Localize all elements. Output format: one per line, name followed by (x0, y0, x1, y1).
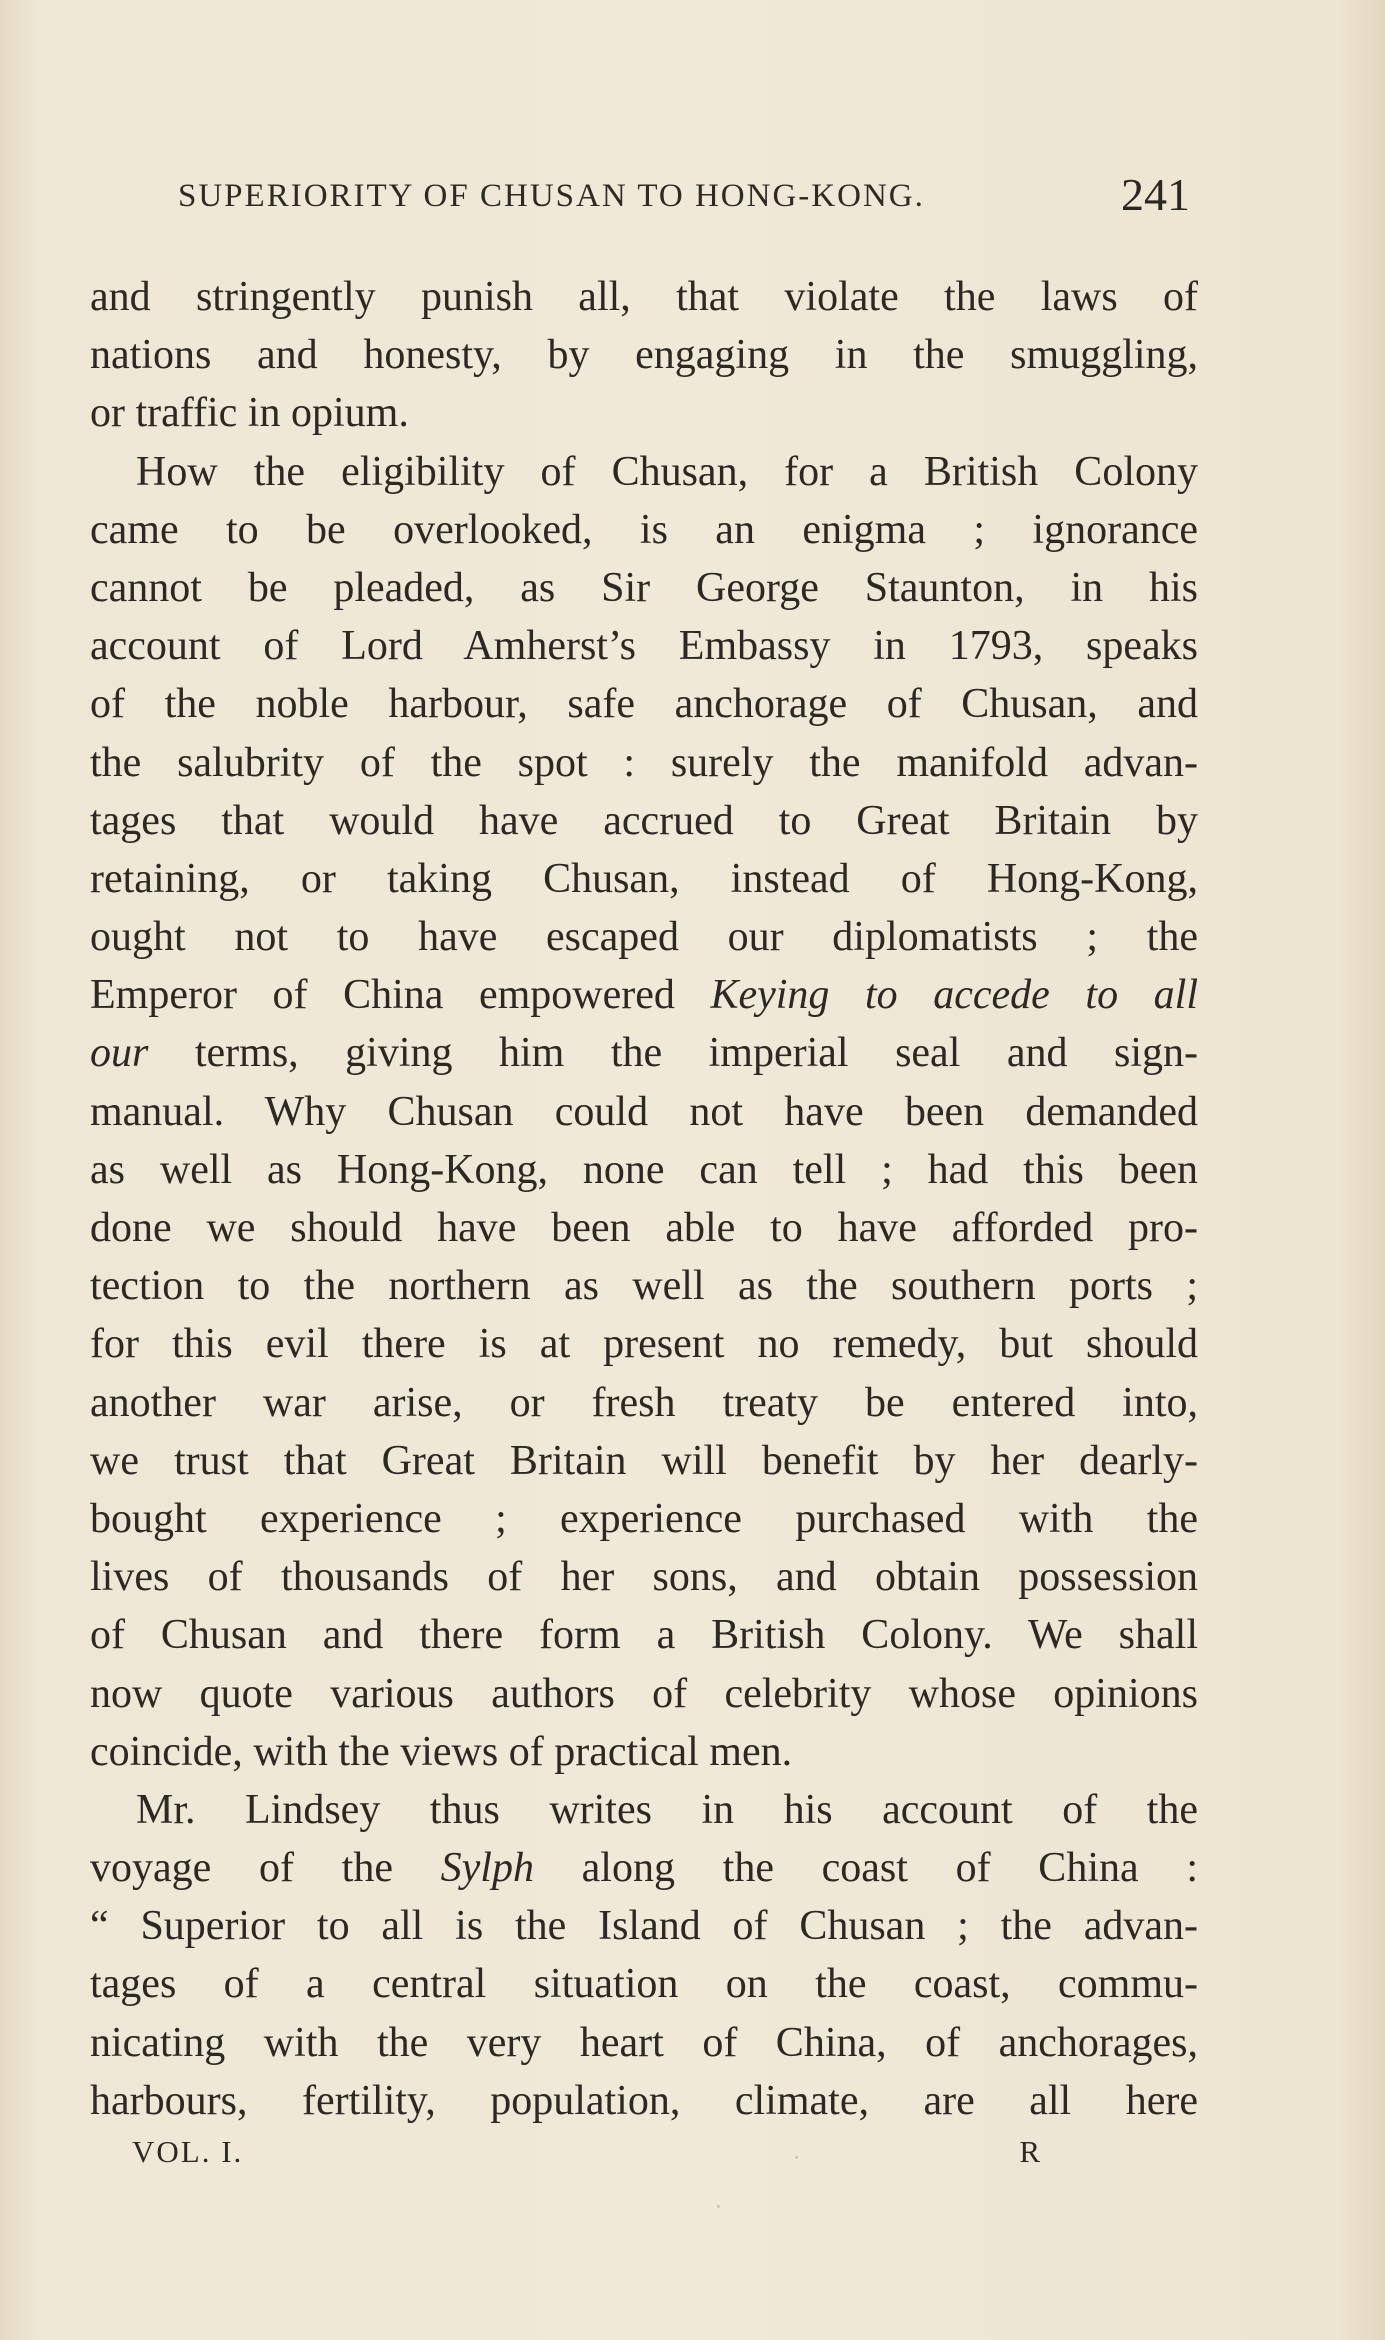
text-line: came to be overlooked, is an enigma ; ignorance (90, 506, 1198, 553)
italic-text: Sylph (440, 1845, 534, 1892)
text-line: manual. Why Chusan could not have been demanded (90, 1088, 1198, 1135)
text-segment: along the coast of China : (533, 1845, 1198, 1892)
volume-marker: VOL. I. (132, 2134, 244, 2169)
text-line (90, 1839, 1198, 1897)
text-line: Mr. Lindsey thus writes in his account of the (136, 1786, 1198, 1833)
page-footer (132, 2134, 1042, 2184)
paper-speck (717, 2205, 720, 2208)
text-line: retaining, or taking Chusan, instead of Hong-Kong, (90, 855, 1198, 902)
text-line: as well as Hong-Kong, none can tell ; had this been (90, 1146, 1198, 1193)
text-line: bought experience ; experience purchased with the (90, 1495, 1198, 1542)
text-line: account of Lord Amherst’s Embassy in 1793, speaks (90, 623, 1198, 670)
text-line: nicating with the very heart of China, of anchorages, (90, 2019, 1198, 2066)
text-line: lives of thousands of her sons, and obtain possession (90, 1554, 1198, 1601)
paper-speck (795, 2156, 798, 2159)
text-line: of the noble harbour, safe anchorage of Chusan, and (90, 681, 1198, 728)
text-segment: Emperor of China empowered (90, 972, 711, 1019)
text-line: “ Superior to all is the Island of Chusan ; the advan- (90, 1903, 1198, 1950)
body-text (90, 268, 1198, 2130)
text-line: tection to the northern as well as the southern ports ; (90, 1263, 1198, 1310)
text-line: ought not to have escaped our diplomatists ; the (90, 914, 1198, 961)
text-line: nations and honesty, by engaging in the smuggling, (90, 332, 1198, 379)
text-line: tages of a central situation on the coast, commu- (90, 1961, 1198, 2008)
running-head (178, 168, 1190, 228)
text-line: or traffic in opium. (90, 390, 409, 437)
text-segment: voyage of the (90, 1845, 441, 1892)
text-line: now quote various authors of celebrity whose opinions (90, 1670, 1198, 1717)
page-number: 241 (1121, 169, 1190, 220)
italic-text: our (90, 1030, 149, 1077)
signature-mark: R (1019, 2134, 1042, 2169)
text-line: of Chusan and there form a British Colony. We shall (90, 1612, 1198, 1659)
text-line: cannot be pleaded, as Sir George Staunton, in his (90, 564, 1198, 611)
text-segment: terms, giving him the imperial seal and sign- (148, 1030, 1198, 1077)
text-line (90, 1024, 1198, 1082)
italic-text: Keying to accede to all (710, 972, 1198, 1019)
text-line: How the eligibility of Chusan, for a British Colony (136, 448, 1198, 495)
text-line: the salubrity of the spot : surely the manifold advan- (90, 739, 1198, 786)
text-line: harbours, fertility, population, climate, are all here (90, 2077, 1198, 2124)
text-line (90, 966, 1198, 1024)
text-line: another war arise, or fresh treaty be entered into, (90, 1379, 1198, 1426)
text-line: and stringently punish all, that violate the laws of (90, 274, 1198, 320)
text-line: tages that would have accrued to Great Britain by (90, 797, 1198, 844)
text-line: we trust that Great Britain will benefit by her dearly- (90, 1437, 1198, 1484)
text-line: done we should have been able to have afforded pro- (90, 1205, 1198, 1251)
running-title: SUPERIORITY OF CHUSAN TO HONG-KONG. (178, 178, 925, 214)
text-line: coincide, with the views of practical men. (90, 1728, 793, 1775)
text-line: for this evil there is at present no remedy, but should (90, 1321, 1198, 1368)
